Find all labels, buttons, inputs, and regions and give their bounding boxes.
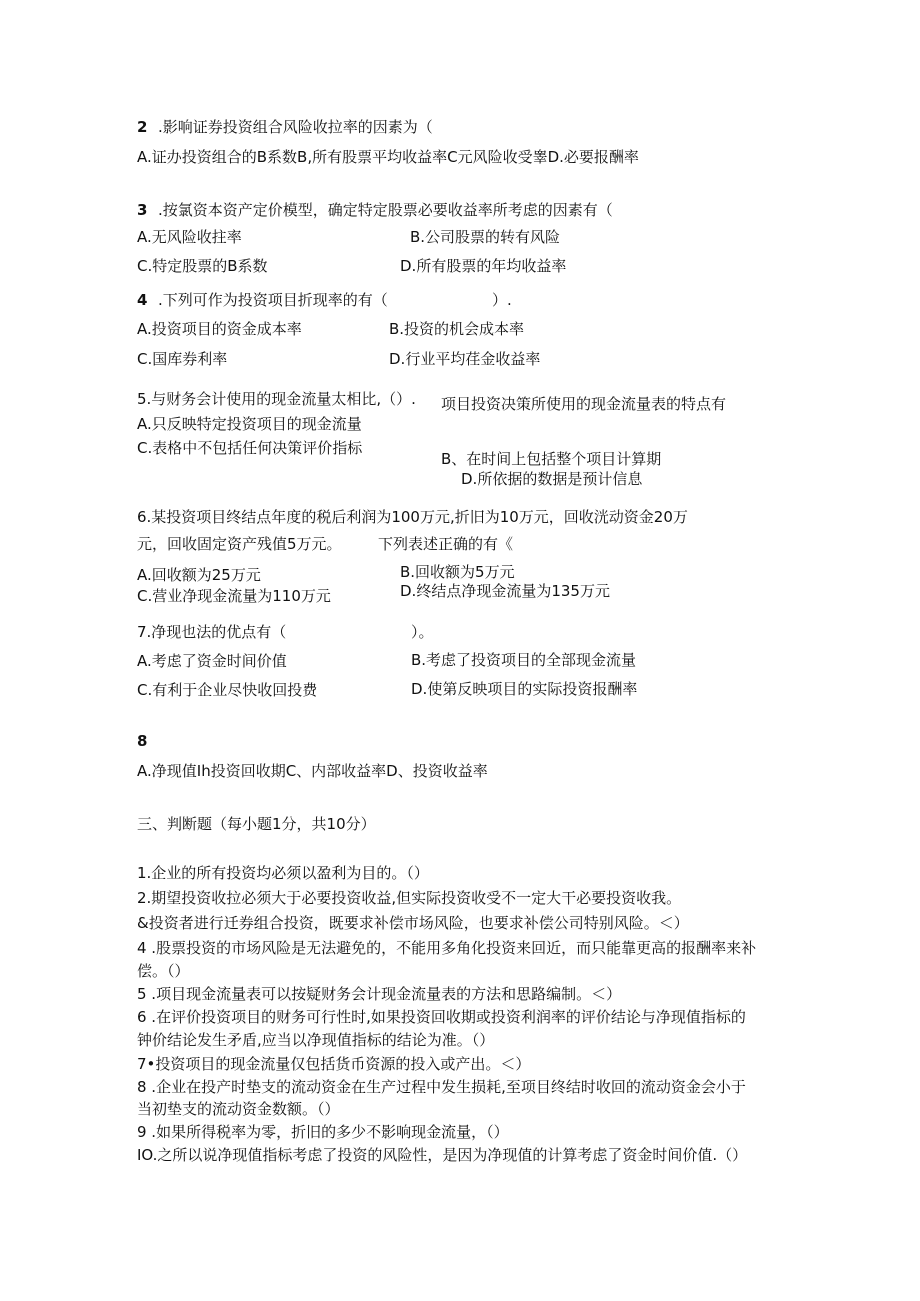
q8-options: A.净现值Ih投资回收期C、内部收益率D、投资收益率 (137, 762, 488, 780)
q7-option-c-clipped (137, 680, 357, 699)
q3-option-a: A.无风险收拄率 (137, 228, 242, 246)
judge-item-8-line-2: 当初垫支的流动资金数额。（） (137, 1100, 340, 1118)
judge-item-10: IO.之所以说净现值指标考虑了投资的风险性，是因为净现值的计算考虑了资金时间价值.（） (137, 1146, 748, 1164)
q7-stem-end: ）。 (411, 623, 434, 641)
judge-item-6-line-2: 钟价结论发生矛盾,应当以净现值指标的结论为准。（） (137, 1031, 495, 1049)
q7-option-a: A.考虑了资金时间价值 (137, 652, 287, 670)
judge-item-4-line-1: 4 .股票投资的市场风险是无法避免的，不能用多角化投资来回近，而只能靠更高的报酬率来补 (137, 939, 757, 957)
q5-option-b: B、在时间上包括整个项目计算期 (441, 450, 662, 468)
q6-line-1: 6.某投资项目终结点年度的税后利润为100万元,折旧为10万元，回收洸动资金20万 (137, 508, 688, 526)
q2-options: A.证办投资组合的B系数B,所有股票平均收益率C元风险收受睾D.必要报酬率 (137, 148, 639, 166)
q3-number: 3 (137, 201, 148, 219)
q6-option-c-clipped (137, 587, 337, 605)
q6-option-b: B.回收额为5万元 (400, 563, 515, 581)
q5-option-a: A.只反映特定投资项目的现金流量 (137, 415, 362, 433)
q4-number: 4 (137, 291, 148, 309)
q6-option-c: C.营业净现金流量为110万元 (137, 587, 331, 605)
q4-option-a: A.投资项目的资金成本率 (137, 320, 302, 338)
section3-title: 三、判断题（每小题1分，共10分） (137, 815, 376, 833)
q5-option-d: D.所依据的数据是预计信息 (461, 470, 643, 488)
q3-option-c: C.特定股票的B系数 (137, 257, 268, 275)
q5-stem-right: 项目投资决策所使用的现金流量表的特点有 (441, 395, 727, 413)
q6-option-b-clipped (400, 562, 600, 581)
q3-option-c-clipped (137, 256, 387, 275)
judge-item-9: 9 .如果所得税率为零，折旧的多少不影响现金流量，（） (137, 1123, 509, 1141)
q6-line-2a: 元，回收固定资产残值5万元。 (137, 535, 342, 553)
judge-item-4-line-2: 偿。（） (137, 962, 190, 980)
q4-option-c: C.国库券利率 (137, 350, 228, 368)
q7-option-b: B.考虑了投资项目的全部现金流量 (411, 651, 637, 669)
q3-option-d-clipped (400, 256, 650, 275)
q5-stem: 5.与财务会计使用的现金流量太相比,（）. (137, 390, 416, 408)
judge-item-1: 1.企业的所有投资均必须以盈利为目的。（） (137, 864, 429, 882)
q2-number: 2 (137, 118, 148, 136)
q5-option-d-clipped (461, 470, 691, 488)
q6-option-d: D.终结点净现金流量为135万元 (400, 582, 610, 600)
judge-item-3: &投资者进行迁券组合投资，既要求补偿市场风险，也要求补偿公司特别风险。＜） (137, 914, 689, 932)
q6-option-a: A.回收额为25万元 (137, 566, 261, 584)
q5-option-c: C.表格中不包括任何决策评价指标 (137, 439, 363, 457)
judge-item-6-line-1: 6 .在评价投资项目的财务可行性时,如果投资回收期或投资利润率的评价结论与净现值指标的 (137, 1008, 746, 1026)
q4-stem: .下列可作为投资项目折现率的有（ (158, 291, 388, 309)
q7-option-d: D.使第反映项目的实际投资报酬率 (411, 680, 638, 698)
q6-line-2b: 下列表述正确的有《 (378, 535, 514, 553)
q4-stem-end: ）. (492, 291, 512, 309)
q2-stem: .影响证券投资组合风险收拉率的因素为（ (158, 118, 433, 136)
q7-option-c: C.有利于企业尽快收回投费 (137, 681, 318, 699)
q4-option-b: B.投资的机会成本率 (389, 320, 525, 338)
q4-option-d: D.行业平均荏金收益率 (389, 350, 541, 368)
q3-stem: .按氯资本资产定价模型，确定特定股票必要收益率所考虑的因素有（ (158, 201, 613, 219)
q7-stem: 7.净现也法的优点有（ (137, 623, 287, 641)
judge-item-7: 7•投资项目的现金流量仅包括货币资源的投入或产出。＜） (137, 1055, 531, 1073)
judge-item-5: 5 .项目现金流量表可以按疑财务会计现金流量表的方法和思路编制。＜） (137, 985, 622, 1003)
judge-item-8-line-1: 8 .企业在投产时垫支的流动资金在生产过程中发生损耗,至项目终结时收回的流动资金会小于 (137, 1078, 746, 1096)
q3-option-d: D.所有股票的年均收益率 (400, 257, 567, 275)
judge-item-2: 2.期望投资收拉必须大于必要投资收益,但实际投资收受不一定大干必要投资收我。 (137, 889, 682, 907)
q8-number: 8 (137, 732, 148, 750)
q3-option-b: B.公司股票的转有风险 (410, 228, 561, 246)
